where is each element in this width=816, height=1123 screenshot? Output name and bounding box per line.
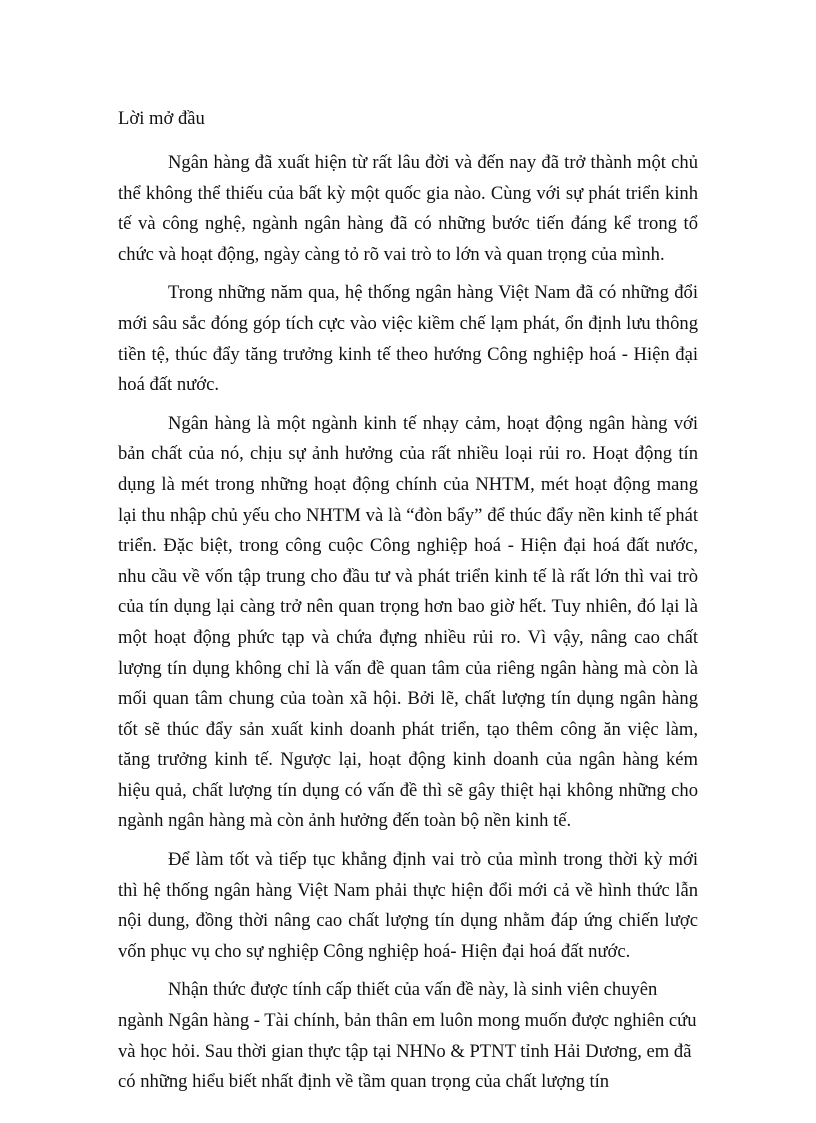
- paragraph-reform: Trong những năm qua, hệ thống ngân hàng Việt Nam đã có những đổi mới sâu sắc đóng góp tích cực vào việc kiềm chế lạm phát, ổn định lưu thông tiền tệ, thúc đẩy tăng trưởng kinh tế theo hướng Công nghiệp hoá - Hiện đại hoá đất nước.: [118, 282, 698, 396]
- section-heading: Lời mở đầu: [118, 108, 205, 129]
- document-body: [118, 104, 698, 1106]
- paragraph-motivation: Nhận thức được tính cấp thiết của vấn đề này, là sinh viên chuyên ngành Ngân hàng - Tài chính, bản thân em luôn mong muốn được nghiên cứu và học hỏi. Sau thời gian thực tập tại NHNo & PTNT tỉnh Hải Dương, em đã có những hiểu biết nhất định về tầm quan trọng của chất lượng tín: [118, 979, 697, 1093]
- paragraph-strategy: Để làm tốt và tiếp tục khẳng định vai trò của mình trong thời kỳ mới thì hệ thống ngân hàng Việt Nam phải thực hiện đổi mới cả về hình thức lẫn nội dung, đồng thời nâng cao chất lượng tín dụng nhằm đáp ứng chiến lược vốn phục vụ cho sự nghiệp Công nghiệp hoá- Hiện đại hoá đất nước.: [118, 849, 698, 962]
- paragraph-credit-role: Ngân hàng là một ngành kinh tế nhạy cảm, hoạt động ngân hàng với bản chất của nó, chịu sự ảnh hưởng của rất nhiều loại rủi ro. Hoạt động tín dụng là mét trong những hoạt động chính của NHTM, mét hoạt động mang lại thu nhập chủ yếu cho NHTM và là “đòn bẩy” để thúc đẩy nền kinh tế phát triển. Đặc biệt, trong công cuộc Công nghiệp hoá - Hiện đại hoá đất nước, nhu cầu về vốn tập trung cho đầu tư và phát triển kinh tế là rất lớn thì vai trò của tín dụng lại càng trở nên quan trọng hơn bao giờ hết. Tuy nhiên, đó lại là một hoạt động phức tạp và chứa đựng nhiều rủi ro. Vì vậy, nâng cao chất lượng tín dụng không chỉ là vấn đề quan tâm của riêng ngân hàng mà còn là mối quan tâm chung của toàn xã hội. Bởi lẽ, chất lượng tín dụng ngân hàng tốt sẽ thúc đẩy sản xuất kinh doanh phát triển, tạo thêm công ăn việc làm, tăng trưởng kinh tế. Ngược lại, hoạt động kinh doanh của ngân hàng kém hiệu quả, chất lượng tín dụng có vấn đề thì sẽ gây thiệt hại không những cho ngành ngân hàng mà còn ảnh hưởng đến toàn bộ nền kinh tế.: [118, 412, 698, 832]
- paragraph-intro: Ngân hàng đã xuất hiện từ rất lâu đời và đến nay đã trở thành một chủ thể không thể thiếu của bất kỳ một quốc gia nào. Cùng với sự phát triển kinh tế và công nghệ, ngành ngân hàng đã có những bước tiến đáng kể trong tổ chức và hoạt động, ngày càng tỏ rõ vai trò to lớn và quan trọng của mình.: [118, 152, 698, 265]
